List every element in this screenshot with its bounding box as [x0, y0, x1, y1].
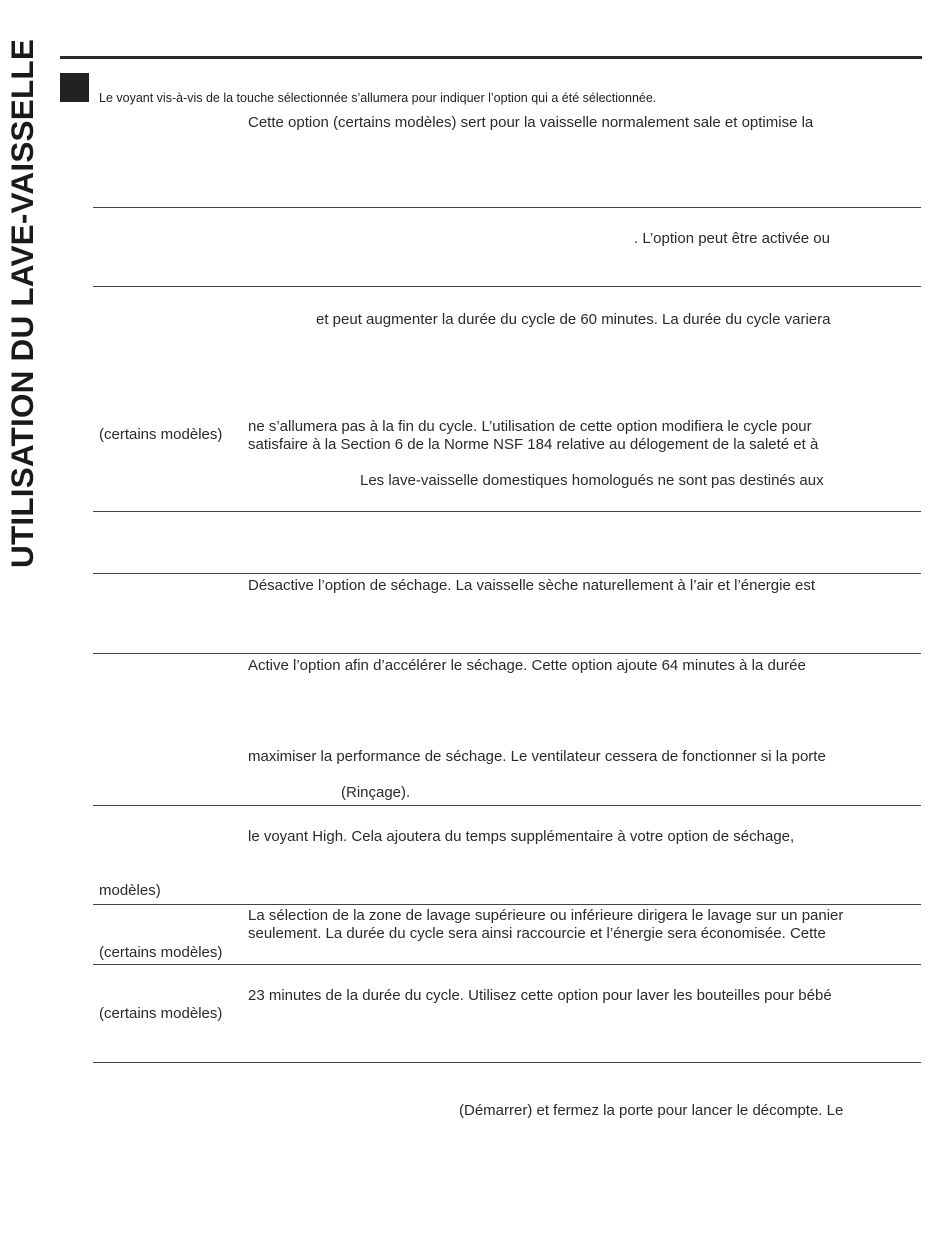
divider	[93, 207, 921, 208]
divider	[93, 805, 921, 806]
row3-line1: et peut augmenter la durée du cycle de 60 minutes. La durée du cycle variera	[316, 311, 831, 328]
divider	[93, 511, 921, 512]
divider	[93, 904, 921, 905]
row6-line3: (Rinçage).	[341, 784, 411, 801]
row3-line3: satisfaire à la Section 6 de la Norme NSF 184 relative au délogement de la saleté et à	[248, 436, 819, 453]
section-marker-square	[60, 73, 89, 102]
row10-line1: (Démarrer) et fermez la porte pour lancer le décompte. Le	[459, 1102, 844, 1119]
row6-line1: Active l’option afin d’accélérer le séchage. Cette option ajoute 64 minutes à la durée	[248, 657, 806, 674]
row8-label: (certains modèles)	[99, 944, 223, 961]
row1-line1: Cette option (certains modèles) sert pour la vaisselle normalement sale et optimise la	[248, 114, 814, 131]
row2-line1: . L’option peut être activée ou	[634, 230, 830, 247]
row3-line4: Les lave-vaisselle domestiques homologués ne sont pas destinés aux	[360, 472, 824, 489]
row8-line2: seulement. La durée du cycle sera ainsi raccourcie et l’énergie sera économisée. Cette	[248, 925, 826, 942]
divider	[93, 1062, 921, 1063]
row7-label: modèles)	[99, 882, 161, 899]
divider	[93, 964, 921, 965]
row5-line1: Désactive l’option de séchage. La vaisselle sèche naturellement à l’air et l’énergie est	[248, 577, 815, 594]
divider	[93, 573, 921, 574]
row6-line2: maximiser la performance de séchage. Le ventilateur cessera de fonctionner si la porte	[248, 748, 826, 765]
row9-label: (certains modèles)	[99, 1005, 223, 1022]
row3-line2: ne s’allumera pas à la fin du cycle. L’utilisation de cette option modifiera le cycle pour	[248, 418, 812, 435]
row3-label: (certains modèles)	[99, 426, 223, 443]
row8-line1: La sélection de la zone de lavage supérieure ou inférieure dirigera le lavage sur un panier	[248, 907, 844, 924]
row7-line1: le voyant High. Cela ajoutera du temps supplémentaire à votre option de séchage,	[248, 828, 795, 845]
row9-line1: 23 minutes de la durée du cycle. Utilisez cette option pour laver les bouteilles pour bébé	[248, 987, 832, 1004]
side-section-title: UTILISATION DU LAVE-VAISSELLE	[4, 38, 40, 568]
divider	[93, 653, 921, 654]
divider	[93, 286, 921, 287]
intro-text: Le voyant vis-à-vis de la touche sélectionnée s’allumera pour indiquer l’option qui a été sélectionnée.	[99, 91, 657, 105]
top-rule	[60, 56, 922, 59]
